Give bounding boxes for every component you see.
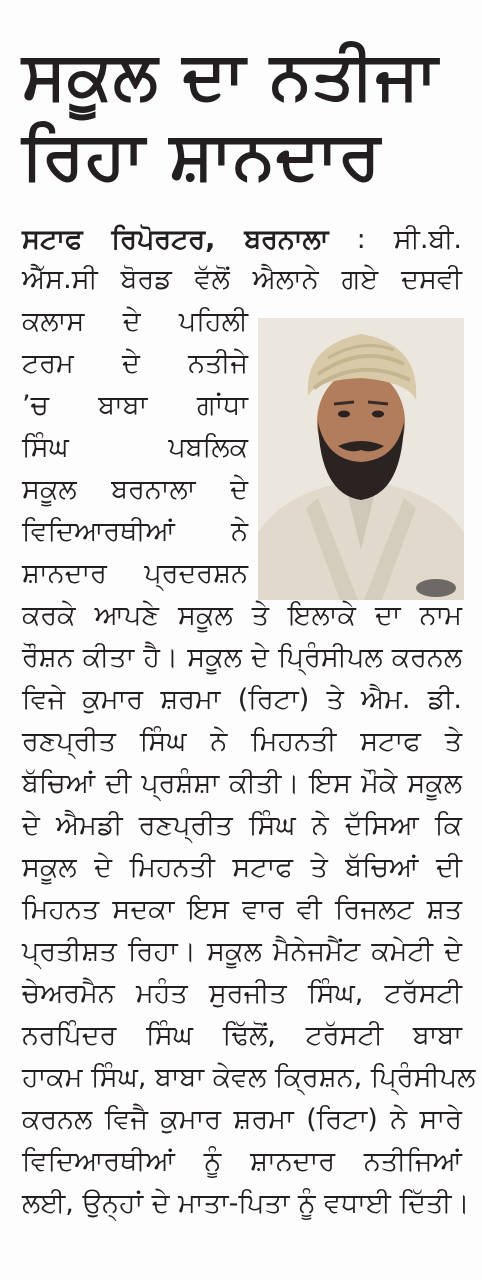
body-line-24: ਲਈ, ਉਨ੍ਹਾਂ ਦੇ ਮਾਤਾ-ਪਿਤਾ ਨੂੰ ਵਧਾਈ ਦਿੱਤੀ।	[22, 1188, 470, 1219]
body-line-1	[22, 222, 462, 258]
body-line-8: ਵਿਦਿਆਰਥੀਆਂ ਨੇ	[22, 516, 248, 547]
body-line-16: ਸਕੂਲ ਦੇ ਮਿਹਨਤੀ ਸਟਾਫ ਤੇ ਬੱਚਿਆਂ ਦੀ	[22, 852, 462, 883]
body-line-14: ਬੱਚਿਆਂ ਦੀ ਪ੍ਰਸ਼ੰਸ਼ਾ ਕੀਤੀ। ਇਸ ਮੌਕੇ ਸਕੂਲ	[22, 768, 462, 799]
headline-line-2: ਰਿਹਾ ਸ਼ਾਨਦਾਰ	[22, 117, 382, 194]
body-line-9: ਸ਼ਾਨਦਾਰ ਪ੍ਰਦਰਸ਼ਨ	[22, 558, 248, 589]
body-line-5: ’ਚ ਬਾਬਾ ਗਾਂਧਾ	[22, 390, 248, 421]
body-line-15: ਦੇ ਐਮਡੀ ਰਣਪ੍ਰੀਤ ਸਿੰਘ ਨੇ ਦੱਸਿਆ ਕਿ	[22, 810, 462, 841]
body-line-20: ਨਰਪਿੰਦਰ ਸਿੰਘ ਢਿੱਲੋਂ, ਟਰੱਸਟੀ ਬਾਬਾ	[22, 1020, 462, 1051]
body-line-6: ਸਿੰਘ ਪਬਲਿਕ	[22, 432, 248, 463]
headline-line-1: ਸਕੂਲ ਦਾ ਨਤੀਜਾ	[22, 37, 439, 114]
body-line-7: ਸਕੂਲ ਬਰਨਾਲਾ ਦੇ	[22, 474, 248, 505]
body-line-23: ਵਿਦਿਆਰਥੀਆਂ ਨੂੰ ਸ਼ਾਨਦਾਰ ਨਤੀਜਿਆਂ	[22, 1146, 462, 1177]
body-line-2: ਐੱਸ.ਸੀ ਬੋਰਡ ਵੱਲੋਂ ਐਲਾਨੇ ਗਏ ਦਸਵੀ	[22, 264, 462, 295]
body-line-19: ਚੇਅਰਮੈਨ ਮਹੰਤ ਸੁਰਜੀਤ ਸਿੰਘ, ਟਰੱਸਟੀ	[22, 978, 462, 1009]
headline	[22, 36, 472, 196]
body-line-12: ਵਿਜੇ ਕੁਮਾਰ ਸ਼ਰਮਾ (ਰਿਟਾ) ਤੇ ਐਮ. ਡੀ.	[22, 684, 462, 715]
body-line-13: ਰਣਪ੍ਰੀਤ ਸਿੰਘ ਨੇ ਮਿਹਨਤੀ ਸਟਾਫ ਤੇ	[22, 726, 462, 757]
body-line-22: ਕਰਨਲ ਵਿਜੈ ਕੁਮਾਰ ਸ਼ਰਮਾ (ਰਿਟਾ) ਨੇ ਸਾਰੇ	[22, 1104, 462, 1135]
body-line-18: ਪ੍ਰਤੀਸ਼ਤ ਰਿਹਾ। ਸਕੂਲ ਮੈਨੇਜਮੈਂਟ ਕਮੇਟੀ ਦੇ	[22, 936, 462, 967]
body-text: : ਸੀ.ਬੀ.	[328, 224, 463, 255]
body-line-21: ਹਾਕਮ ਸਿੰਘ, ਬਾਬਾ ਕੇਵਲ ਕ੍ਰਿਸ਼ਨ, ਪ੍ਰਿੰਸੀਪਲ	[22, 1062, 476, 1093]
body-line-3: ਕਲਾਸ ਦੇ ਪਹਿਲੀ	[22, 306, 248, 337]
portrait-photo-icon	[258, 318, 464, 600]
portrait-photo	[258, 318, 464, 600]
body-line-4: ਟਰਮ ਦੇ ਨਤੀਜੇ	[22, 348, 248, 379]
body-line-11: ਰੌਸ਼ਨ ਕੀਤਾ ਹੈ। ਸਕੂਲ ਦੇ ਪ੍ਰਿੰਸੀਪਲ ਕਰਨਲ	[22, 642, 462, 673]
body-line-17: ਮਿਹਨਤ ਸਦਕਾ ਇਸ ਵਾਰ ਵੀ ਰਿਜਲਟ ਸ਼ਤ	[22, 894, 462, 925]
byline: ਸਟਾਫ ਰਿਪੋਰਟਰ, ਬਰਨਾਲਾ	[22, 224, 329, 255]
body-line-10: ਕਰਕੇ ਆਪਣੇ ਸਕੂਲ ਤੇ ਇਲਾਕੇ ਦਾ ਨਾਮ	[22, 600, 462, 631]
